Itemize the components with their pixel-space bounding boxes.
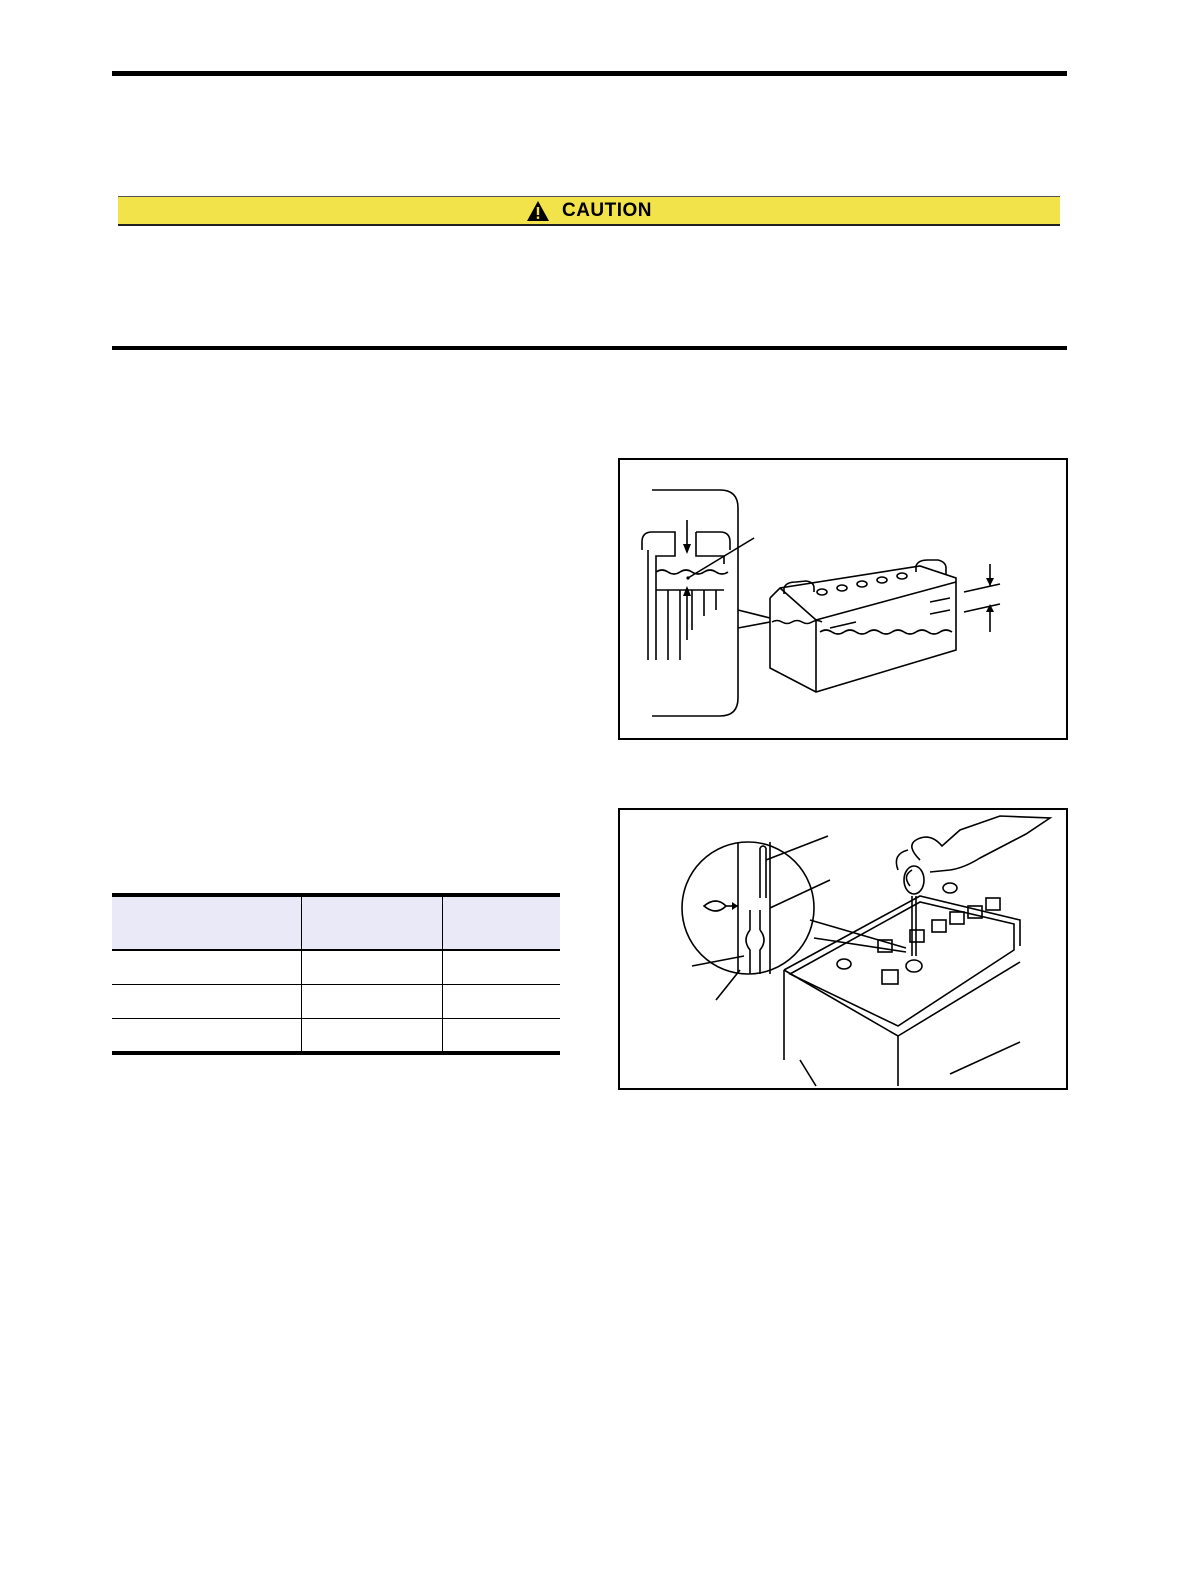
table-header-cell xyxy=(302,897,443,949)
spec-table xyxy=(112,893,560,1055)
table-row xyxy=(112,985,560,1019)
warning-triangle-icon xyxy=(526,200,550,222)
table-cell xyxy=(443,951,560,984)
table-row xyxy=(112,1019,560,1053)
table-header-row xyxy=(112,897,560,951)
electrolyte-level-drawing xyxy=(620,460,1066,738)
hydrometer-drawing xyxy=(620,810,1066,1088)
hydrometer-figure xyxy=(618,808,1068,1090)
caution-banner xyxy=(118,196,1060,226)
table-header-cell xyxy=(112,897,302,949)
table-cell xyxy=(112,985,302,1018)
caution-label: CAUTION xyxy=(561,199,653,221)
table-cell xyxy=(443,1019,560,1053)
table-header-cell xyxy=(443,897,560,949)
top-rule xyxy=(112,71,1067,76)
table-row xyxy=(112,951,560,985)
electrolyte-level-figure xyxy=(618,458,1068,740)
table-cell xyxy=(302,1019,443,1053)
table-cell xyxy=(112,1019,302,1053)
table-cell xyxy=(112,951,302,984)
table-cell xyxy=(302,951,443,984)
section-rule xyxy=(112,346,1067,350)
table-cell xyxy=(443,985,560,1018)
table-cell xyxy=(302,985,443,1018)
